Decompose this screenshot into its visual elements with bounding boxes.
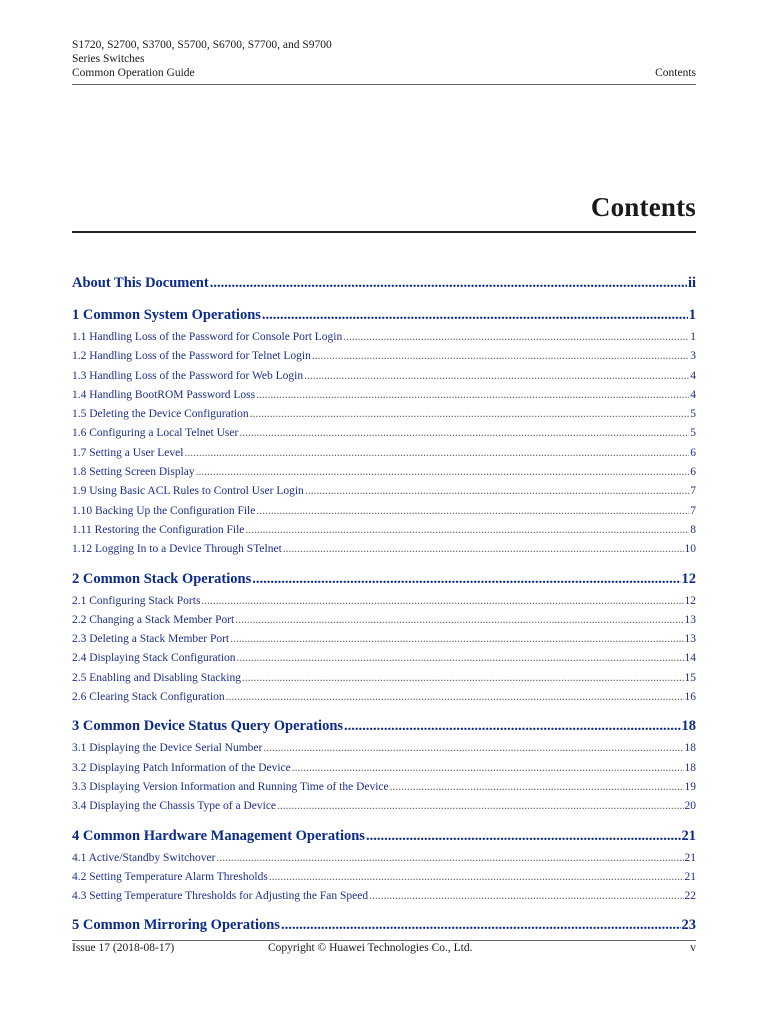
toc-entry-title: 1.11 Restoring the Configuration File (72, 523, 245, 536)
toc-entry-title: 3.2 Displaying Patch Information of the Device (72, 761, 291, 774)
toc-dot-leader (281, 912, 681, 938)
toc-section-link[interactable] (72, 424, 696, 443)
toc-page-number: 1 (690, 331, 696, 343)
toc-chapter-link[interactable] (72, 566, 696, 592)
toc-entry-title: 2.5 Enabling and Disabling Stacking (72, 671, 241, 684)
toc-dot-leader (210, 270, 687, 296)
toc-dot-leader (242, 669, 684, 688)
toc-page-number: 3 (690, 350, 696, 363)
toc-entry-title: 1.6 Configuring a Local Telnet User (72, 427, 239, 440)
toc-entry-title: 4.3 Setting Temperature Thresholds for Adjusting the Fan Speed (72, 890, 369, 903)
toc-page-number: 5 (690, 408, 696, 421)
toc-entry-title: 3.1 Displaying the Device Serial Number (72, 742, 263, 755)
toc-dot-leader (196, 463, 690, 482)
table-of-contents (72, 270, 696, 938)
toc-page-number: 8 (690, 523, 696, 536)
toc-section-link[interactable] (72, 868, 696, 887)
toc-section-link[interactable] (72, 347, 696, 366)
toc-page-number: 21 (684, 851, 696, 864)
toc-page-number: 18 (684, 761, 696, 774)
toc-entry-title: 2.4 Displaying Stack Configuration (72, 652, 236, 665)
page-title: Contents (590, 192, 696, 222)
toc-section-link[interactable] (72, 521, 696, 540)
toc-page-number: 21 (684, 870, 696, 883)
toc-section-link[interactable] (72, 887, 696, 906)
toc-dot-leader (230, 630, 683, 649)
header-divider (72, 84, 696, 85)
toc-dot-leader (305, 482, 689, 501)
toc-dot-leader (252, 566, 680, 592)
toc-page-number: 21 (681, 827, 696, 844)
header-guide-title: Common Operation Guide (72, 67, 195, 79)
header-product-line: S1720, S2700, S3700, S5700, S6700, S7700, and S9700 (72, 39, 332, 51)
toc-section-link[interactable] (72, 778, 696, 797)
toc-page-number: 1 (688, 307, 696, 323)
toc-entry-title: 3.4 Displaying the Chassis Type of a Device (72, 800, 277, 813)
toc-dot-leader (184, 444, 689, 463)
footer-issue: Issue 17 (2018-08-17) (72, 942, 175, 954)
toc-entry-title: 1.3 Handling Loss of the Password for Web Login (72, 369, 304, 382)
header-series-line: Series Switches (72, 53, 145, 65)
toc-dot-leader (283, 540, 684, 559)
toc-dot-leader (366, 823, 681, 849)
toc-section-link[interactable] (72, 405, 696, 424)
toc-dot-leader (312, 347, 689, 366)
toc-entry-title: 5 Common Mirroring Operations (72, 917, 280, 934)
toc-dot-leader (269, 868, 684, 887)
toc-page-number: 4 (690, 388, 696, 401)
toc-section-link[interactable] (72, 502, 696, 521)
toc-dot-leader (390, 778, 684, 797)
toc-dot-leader (237, 649, 684, 668)
toc-entry-title: 1.4 Handling BootROM Password Loss (72, 388, 256, 401)
toc-dot-leader (216, 849, 683, 868)
toc-page-number: 14 (684, 652, 696, 665)
toc-page-number: 22 (684, 890, 696, 903)
toc-entry-title: About This Document (72, 275, 209, 291)
toc-section-link[interactable] (72, 482, 696, 501)
toc-section-link[interactable] (72, 688, 696, 707)
toc-dot-leader (369, 887, 683, 906)
toc-entry-title: 1.9 Using Basic ACL Rules to Control User Login (72, 485, 304, 498)
toc-page-number: ii (687, 275, 696, 291)
toc-page-number: 13 (684, 633, 696, 646)
toc-dot-leader (239, 424, 689, 443)
toc-section-link[interactable] (72, 649, 696, 668)
toc-section-link[interactable] (72, 540, 696, 559)
toc-dot-leader (344, 713, 680, 739)
toc-entry-title: 2.2 Changing a Stack Member Port (72, 613, 235, 626)
toc-entry-title: 1.10 Backing Up the Configuration File (72, 504, 256, 517)
toc-chapter-link[interactable] (72, 912, 696, 938)
toc-page-number: 23 (681, 917, 696, 934)
toc-dot-leader (263, 739, 683, 758)
toc-dot-leader (201, 592, 683, 611)
toc-entry-title: 4.1 Active/Standby Switchover (72, 851, 216, 864)
toc-dot-leader (262, 302, 688, 328)
toc-entry-title: 2.1 Configuring Stack Ports (72, 594, 201, 607)
toc-page-number: 7 (690, 485, 696, 498)
toc-dot-leader (292, 759, 684, 778)
toc-section-link[interactable] (72, 367, 696, 386)
toc-dot-leader (277, 797, 683, 816)
toc-entry-title: 4 Common Hardware Management Operations (72, 827, 365, 844)
toc-entry-title: 1.7 Setting a User Level (72, 446, 184, 459)
toc-entry-title: 1.1 Handling Loss of the Password for Console Port Login (72, 331, 343, 343)
toc-section-link[interactable] (72, 849, 696, 868)
toc-section-link[interactable] (72, 444, 696, 463)
page-footer (72, 941, 696, 955)
toc-entry-title: 2.6 Clearing Stack Configuration (72, 691, 225, 704)
toc-page-number: 18 (684, 742, 696, 755)
toc-entry-title: 3.3 Displaying Version Information and Running Time of the Device (72, 780, 389, 793)
toc-dot-leader (256, 386, 689, 405)
toc-page-number: 6 (690, 466, 696, 479)
toc-entry-title: 2 Common Stack Operations (72, 570, 252, 587)
toc-entry-title: 4.2 Setting Temperature Alarm Thresholds (72, 870, 268, 883)
toc-page-number: 6 (690, 446, 696, 459)
header-section-name: Contents (655, 67, 696, 79)
toc-section-link[interactable] (72, 630, 696, 649)
toc-entry-title: 1.5 Deleting the Device Configuration (72, 408, 249, 421)
toc-entry-title: 1.12 Logging In to a Device Through STelnet (72, 543, 282, 556)
toc-page-number: 20 (684, 800, 696, 813)
toc-page-number: 5 (690, 427, 696, 440)
toc-page-number: 10 (684, 543, 696, 556)
toc-entry-title: 3 Common Device Status Query Operations (72, 718, 344, 735)
footer-page-number: v (690, 942, 696, 954)
toc-page-number: 12 (684, 594, 696, 607)
page-header (72, 38, 696, 80)
toc-dot-leader (304, 367, 689, 386)
toc-chapter-link[interactable] (72, 302, 696, 328)
toc-section-link[interactable] (72, 463, 696, 482)
toc-chapter-link[interactable] (72, 713, 696, 739)
toc-entry-title: 1 Common System Operations (72, 307, 261, 323)
toc-page-number: 12 (681, 570, 696, 587)
header-guide-row (72, 66, 696, 80)
toc-page-number: 13 (684, 613, 696, 626)
toc-dot-leader (226, 688, 684, 707)
toc-page-number: 4 (690, 369, 696, 382)
toc-section-link[interactable] (72, 797, 696, 816)
toc-page-number: 15 (684, 671, 696, 684)
toc-dot-leader (256, 502, 689, 521)
toc-entry-title: 1.2 Handling Loss of the Password for Telnet Login (72, 350, 311, 363)
footer-copyright: Copyright © Huawei Technologies Co., Ltd. (268, 942, 473, 954)
title-divider (72, 231, 696, 233)
toc-section-link[interactable] (72, 386, 696, 405)
toc-chapter-link[interactable] (72, 823, 696, 849)
toc-page-number: 19 (684, 780, 696, 793)
toc-entry-title: 1.8 Setting Screen Display (72, 466, 195, 479)
toc-section-link[interactable] (72, 328, 696, 347)
toc-section-link[interactable] (72, 759, 696, 778)
toc-dot-leader (245, 521, 689, 540)
toc-dot-leader (343, 328, 689, 347)
toc-section-link[interactable] (72, 669, 696, 688)
toc-page-number: 7 (690, 504, 696, 517)
toc-dot-leader (235, 611, 683, 630)
toc-entry-title: 2.3 Deleting a Stack Member Port (72, 633, 230, 646)
toc-chapter-link[interactable] (72, 270, 696, 296)
toc-section-link[interactable] (72, 592, 696, 611)
toc-dot-leader (250, 405, 690, 424)
toc-section-link[interactable] (72, 739, 696, 758)
toc-section-link[interactable] (72, 611, 696, 630)
toc-page-number: 18 (681, 718, 696, 735)
toc-page-number: 16 (684, 691, 696, 704)
